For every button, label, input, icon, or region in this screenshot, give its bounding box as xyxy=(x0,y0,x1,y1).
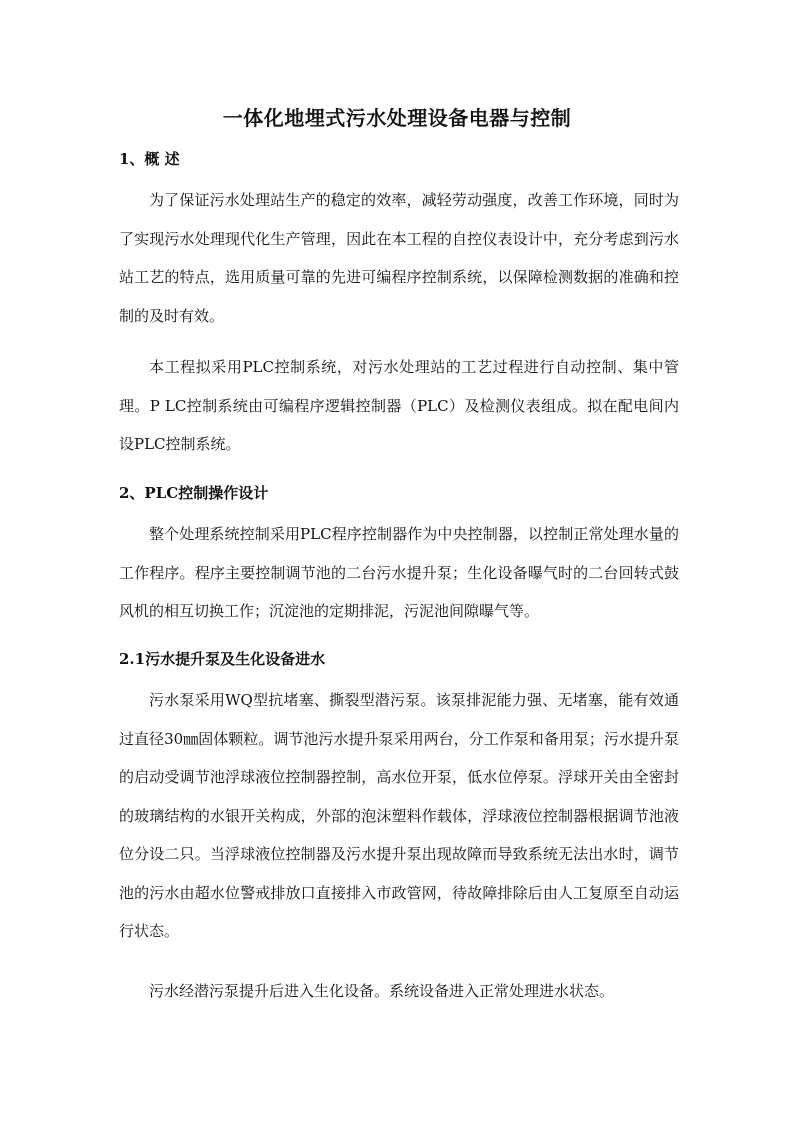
paragraph-plc-design-1: 整个处理系统控制采用PLC程序控制器作为中央控制器，以控制正常处理水量的工作程序。程序主要控制调节池的二台污水提升泵；生化设备曝气时的二台回转式鼓风机的相互切换工作；沉淀池的定期排泥，污泥池间隙曝气等。 xyxy=(119,525,679,620)
section-heading-plc-design: 2、PLC控制操作设计 xyxy=(119,484,269,502)
paragraph-pump-2: 污水经潜污泵提升后进入生化设备。系统设备进入正常处理进水状态。 xyxy=(149,982,615,1000)
section-heading-overview: 1、概 述 xyxy=(119,150,180,168)
paragraph-overview-1: 为了保证污水处理站生产的稳定的效率，减轻劳动强度，改善工作环境，同时为了实现污水处理现代化生产管理，因此在本工程的自控仪表设计中，充分考虑到污水站工艺的特点，选用质量可靠的先进可编程序控制系统，以保障检测数据的准确和控制的及时有效。 xyxy=(119,191,679,325)
section-heading-pump: 2.1污水提升泵及生化设备进水 xyxy=(119,650,326,668)
paragraph-overview-2: 本工程拟采用PLC控制系统，对污水处理站的工艺过程进行自动控制、集中管理。P LC控制系统由可编程序逻辑控制器（PLC）及检测仪表组成。拟在配电间内设PLC控制系统。 xyxy=(119,358,679,453)
paragraph-pump-1: 污水泵采用WQ型抗堵塞、撕裂型潜污泵。该泵排泥能力强、无堵塞，能有效通过直径30㎜固体颗粒。调节池污水提升泵采用两台，分工作泵和备用泵；污水提升泵的启动受调节池浮球液位控制器控制，高水位开泵，低水位停泵。浮球开关由全密封的玻璃结构的水银开关构成，外部的泡沫塑料作载体，浮球液位控制器根据调节池液位分设二只。当浮球液位控制器及污水提升泵出现故障而导致系统无法出水时，调节池的污水由超水位警戒排放口直接排入市政管网，待故障排除后由人工复原至自动运行状态。 xyxy=(119,691,679,940)
document-title: 一体化地埋式污水处理设备电器与控制 xyxy=(222,106,572,130)
